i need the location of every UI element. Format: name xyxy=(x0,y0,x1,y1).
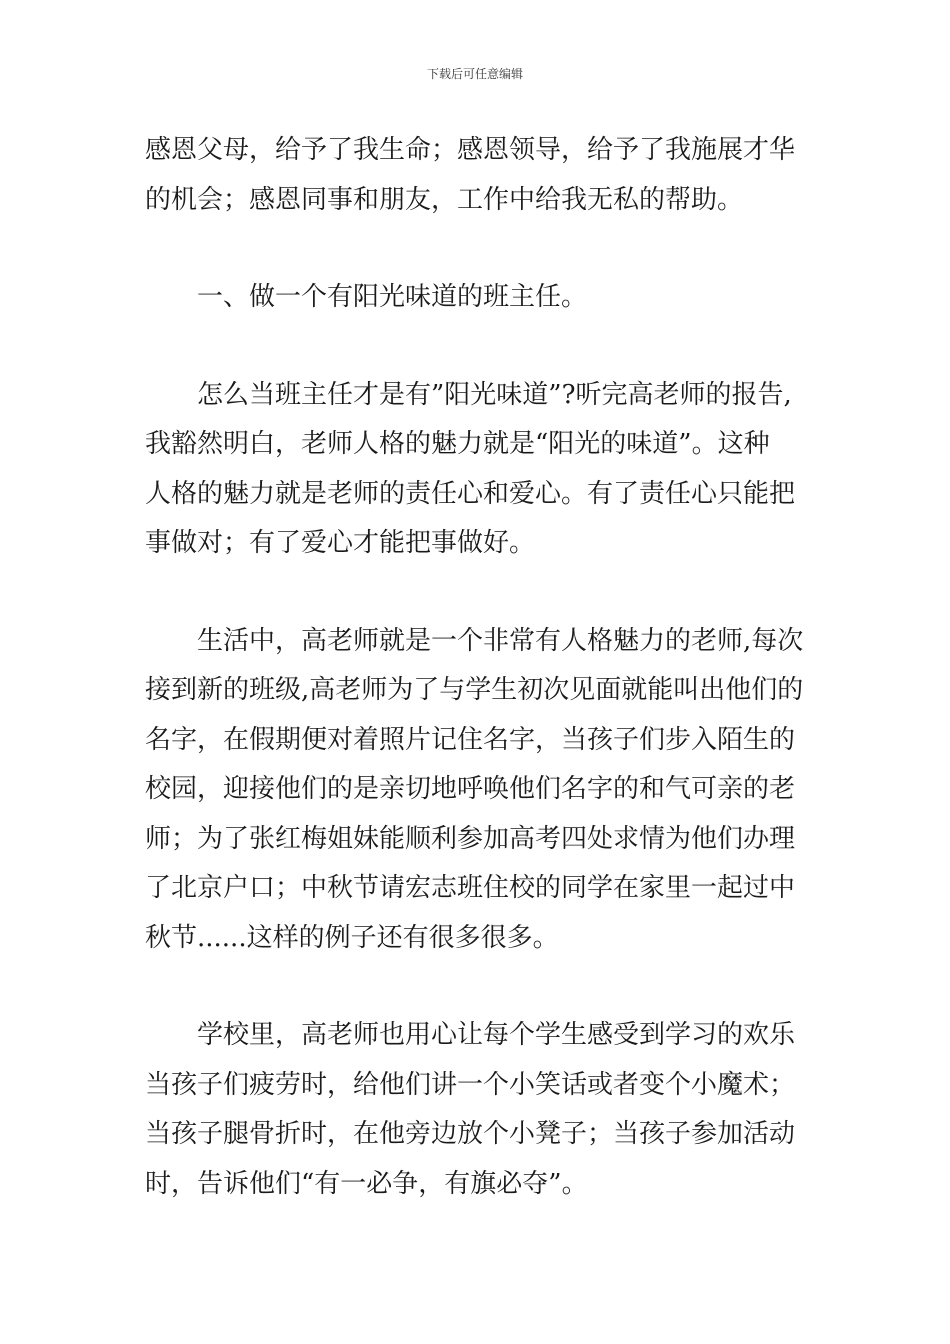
text-line: 当孩子们疲劳时，给他们讲一个小笑话或者变个小魔术； xyxy=(145,1069,796,1100)
text-line: 校园，迎接他们的是亲切地呼唤他们名字的和气可亲的老 xyxy=(145,774,796,804)
text-line: 时，告诉他们“有一必争，有旗必夺”。 xyxy=(145,1168,588,1199)
text-line: 感恩父母，给予了我生命；感恩领导，给予了我施展才华 xyxy=(145,135,796,165)
text-line: 生活中，高老师就是一个非常有人格魅力的老师,每次 xyxy=(197,625,804,656)
paragraph-daily-life xyxy=(145,617,810,964)
text-line: 当孩子腿骨折时，在他旁边放个小凳子；当孩子参加活动 xyxy=(145,1119,796,1149)
text-line: 名字，在假期便对着照片记住名字，当孩子们步入陌生的 xyxy=(145,724,796,755)
text-line: 秋节......这样的例子还有很多很多。 xyxy=(145,922,559,953)
paragraph-school xyxy=(145,1011,810,1209)
text-line: 师；为了张红梅姐妹能顺利参加高考四处求情为他们办理 xyxy=(145,823,796,854)
text-line: 的机会；感恩同事和朋友，工作中给我无私的帮助。 xyxy=(145,184,744,215)
text-line: 怎么当班主任才是有”阳光味道”?听完高老师的报告, xyxy=(197,379,792,410)
text-line: 我豁然明白，老师人格的魅力就是“阳光的味道”。这种 xyxy=(145,429,770,459)
text-line: 接到新的班级,高老师为了与学生初次见面就能叫出他们的 xyxy=(145,675,804,705)
text-line: 了北京户口；中秋节请宏志班住校的同学在家里一起过中 xyxy=(145,873,796,903)
paragraph-sunshine-flavor xyxy=(145,371,810,569)
text-line: 事做对；有了爱心才能把事做好。 xyxy=(145,528,536,558)
text-line: 一、做一个有阳光味道的班主任。 xyxy=(197,282,588,312)
document-body xyxy=(145,126,810,1209)
text-line: 人格的魅力就是老师的责任心和爱心。有了责任心只能把 xyxy=(145,478,796,509)
paragraph-gratitude xyxy=(145,126,810,225)
section-heading-sunshine-teacher xyxy=(145,273,810,323)
page-header-note: 下载后可任意编辑 xyxy=(426,67,523,81)
text-line: 学校里，高老师也用心让每个学生感受到学习的欢乐 xyxy=(197,1020,796,1050)
